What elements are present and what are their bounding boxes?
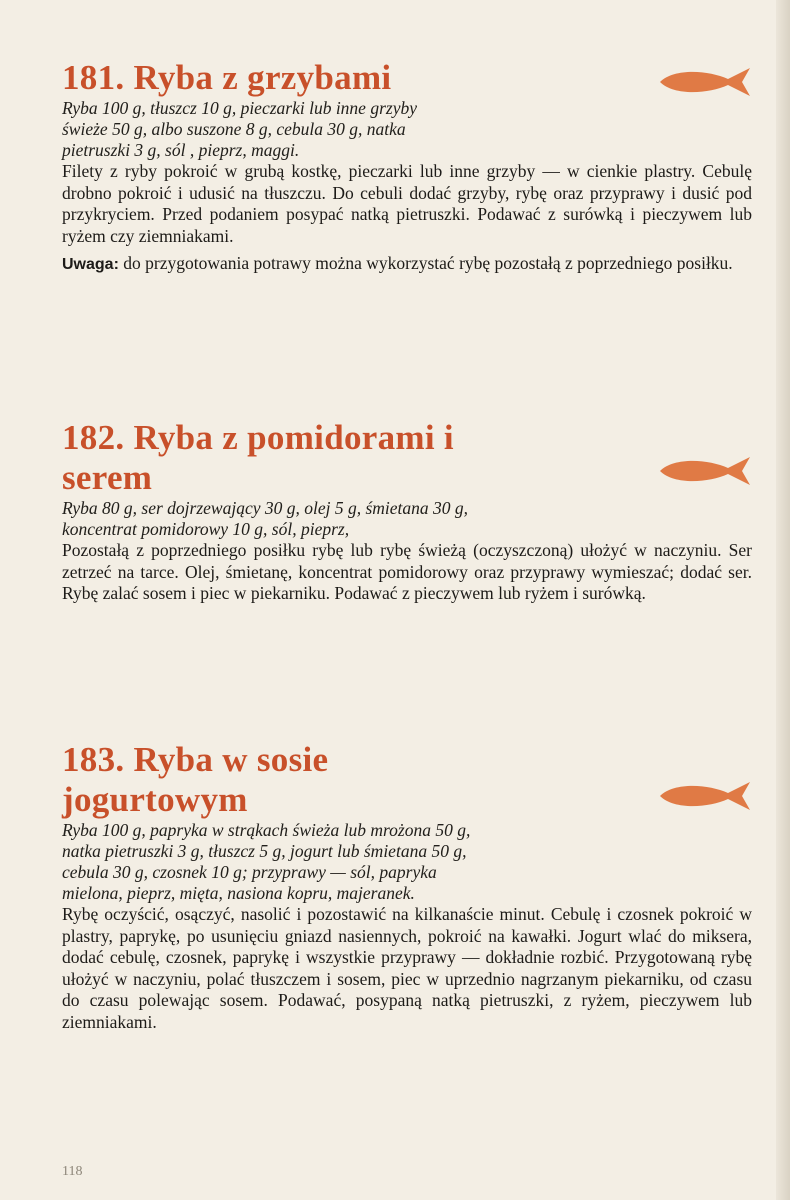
recipe-instructions: Filety z ryby pokroić w grubą kostkę, pieczarki lub inne grzyby — w cienkie plastry. Cebulę drobno pokroić i udusić na tłuszczu. Do cebuli dodać grzyby, rybę oraz przyprawy i dusić pod przykryciem. Przed podaniem posypać natką pietruszki. Podawać z surówką i pieczywem lub ryżem czy ziemniakami. <box>62 161 752 246</box>
recipe-ingredients: Ryba 80 g, ser dojrzewający 30 g, olej 5 g, śmietana 30 g, koncentrat pomidorowy 10 g, sól, pieprz, <box>62 498 469 539</box>
recipe-title: 183. Ryba w sosie jogurtowym <box>62 740 329 819</box>
recipe-ingredients: Ryba 100 g, tłuszcz 10 g, pieczarki lub inne grzyby świeże 50 g, albo suszone 8 g, cebula 30 g, natka pietruszki 3 g, sól , pieprz, maggi. <box>62 98 417 160</box>
recipe-title: 181. Ryba z grzybami <box>62 58 392 97</box>
recipe-181 <box>62 58 752 276</box>
page-edge <box>776 0 790 1200</box>
recipe-183 <box>62 740 752 1033</box>
note-text: do przygotowania potrawy można wykorzystać rybę pozostałą z poprzedniego posiłku. <box>118 253 733 273</box>
recipe-ingredients: Ryba 100 g, papryka w strąkach świeża lub mrożona 50 g, natka pietruszki 3 g, tłuszcz 5 g, jogurt lub śmietana 50 g, cebula 30 g, czosnek 10 g; przyprawy — sól, papryka mielona, pieprz, mięta, nasiona kopru, majeranek. <box>62 820 471 903</box>
fish-icon <box>656 64 752 100</box>
note-label: Uwaga: <box>62 256 119 273</box>
recipe-instructions: Rybę oczyścić, osączyć, nasolić i pozostawić na kilkanaście minut. Cebulę i czosnek pokroić w plastry, paprykę, po usunięciu gniazd nasiennych, pokroić na kawałki. Jogurt wlać do miksera, dodać cebulę, czosnek, paprykę i wszystkie przyprawy — dokładnie rozbić. Przygotowaną rybę ułożyć w naczyniu, polać tłuszczem i sosem, piec w uprzednio nagrzanym piekarniku, od czasu do czasu polewając sosem. Podawać, posypaną natką pietruszki, z ryżem, pieczywem lub ziemniakami. <box>62 904 752 1032</box>
recipe-instructions: Pozostałą z poprzedniego posiłku rybę lub rybę świeżą (oczyszczoną) ułożyć w naczyniu. Ser zetrzeć na tarce. Olej, śmietanę, koncentrat pomidorowy oraz przyprawy wymieszać; dodać ser. Rybę zalać sosem i piec w piekarniku. Podawać z pieczywem lub ryżem i surówką. <box>62 540 752 603</box>
recipe-182 <box>62 418 752 605</box>
recipe-note <box>62 253 752 276</box>
page-number: 118 <box>62 1164 83 1179</box>
fish-icon <box>656 453 752 489</box>
fish-icon <box>656 778 752 814</box>
recipe-title: 182. Ryba z pomidorami i serem <box>62 418 454 497</box>
